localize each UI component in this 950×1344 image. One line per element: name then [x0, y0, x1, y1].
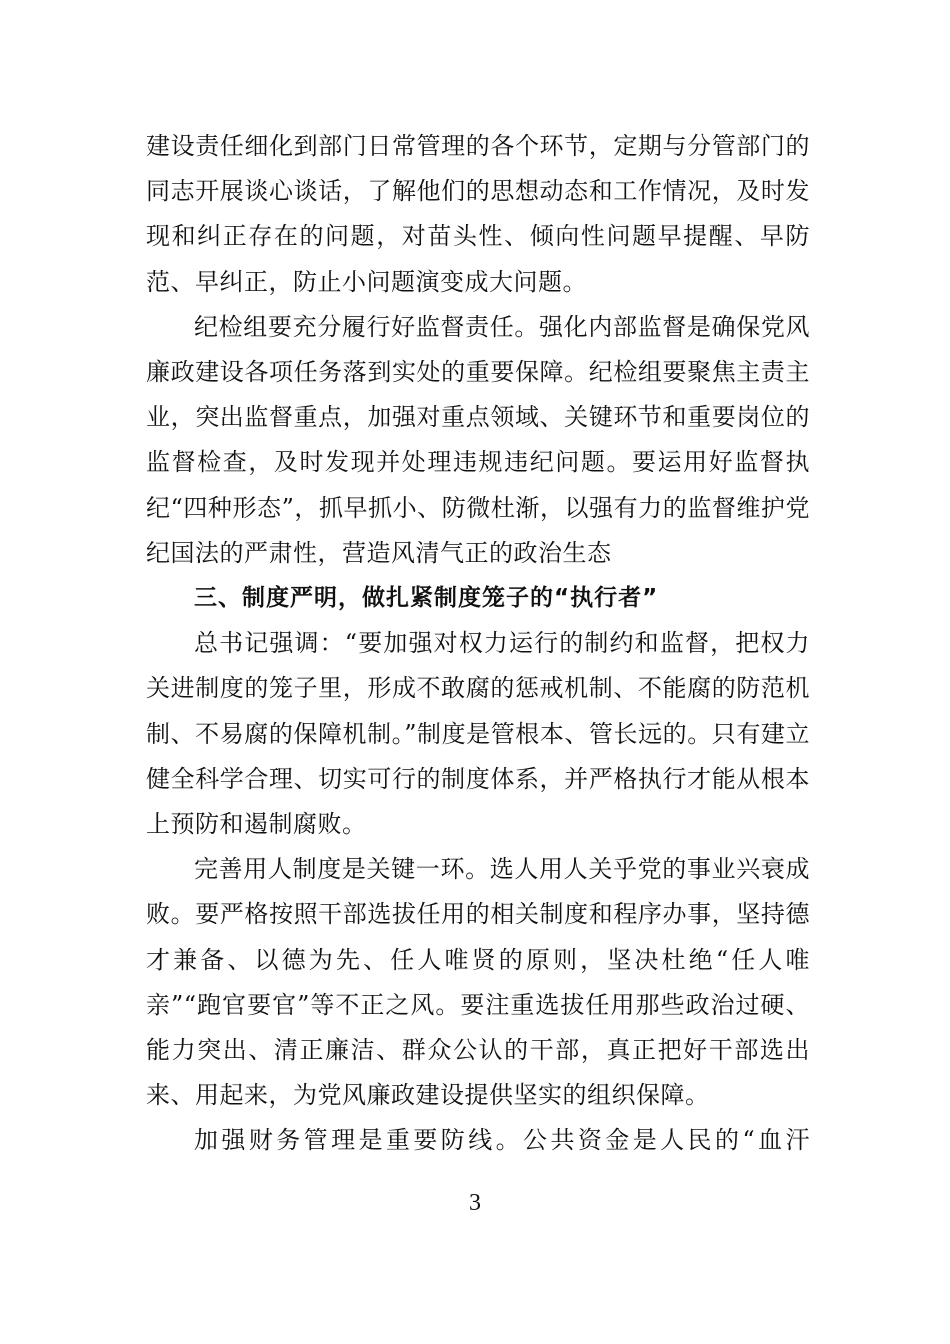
paragraph-supervision-duty: 纪检组要充分履行好监督责任。强化内部监督是确保党风廉政建设各项任务落到实处的重要保障。纪检组要聚焦主责主业，突出监督重点，加强对重点领域、关键环节和重要岗位的监督检查，及时发现并处理违规违纪问题。要运用好监督执纪“四种形态”，抓早抓小、防微杜渐，以强有力的监督维护党纪国法的严肃性，营造风清气正的政治生态 — [146, 312, 810, 567]
paragraph-continued: 建设责任细化到部门日常管理的各个环节，定期与分管部门的同志开展谈心谈话，了解他们的思想动态和工作情况，及时发现和纠正存在的问题，对苗头性、倾向性问题早提醒、早防范、早纠正，防止小问题演变成大问题。 — [146, 132, 810, 296]
paragraph-personnel-system: 完善用人制度是关键一环。选人用人关乎党的事业兴衰成败。要严格按照干部选拔任用的相关制度和程序办事，坚持德才兼备、以德为先、任人唯贤的原则，坚决杜绝“任人唯亲”“跑官要官”等不正之风。要注重选拔任用那些政治过硬、能力突出、清正廉洁、群众公认的干部，真正把好干部选出来、用起来，为党风廉政建设提供坚实的组织保障。 — [146, 855, 810, 1110]
paragraph-financial-management: 加强财务管理是重要防线。公共资金是人民的“血汗 — [194, 1126, 810, 1155]
page-number: 3 — [469, 1190, 481, 1216]
paragraph-general-secretary-quote: 总书记强调：“要加强对权力运行的制约和监督，把权力关进制度的笼子里，形成不敢腐的惩戒机制、不能腐的防范机制、不易腐的保障机制。”制度是管根本、管长远的。只有建立健全科学合理、切实可行的制度体系，并严格执行才能从根本上预防和遏制腐败。 — [146, 629, 810, 839]
section-heading-3: 三、制度严明，做扎紧制度笼子的“执行者” — [194, 585, 659, 612]
body-text — [146, 124, 810, 1164]
